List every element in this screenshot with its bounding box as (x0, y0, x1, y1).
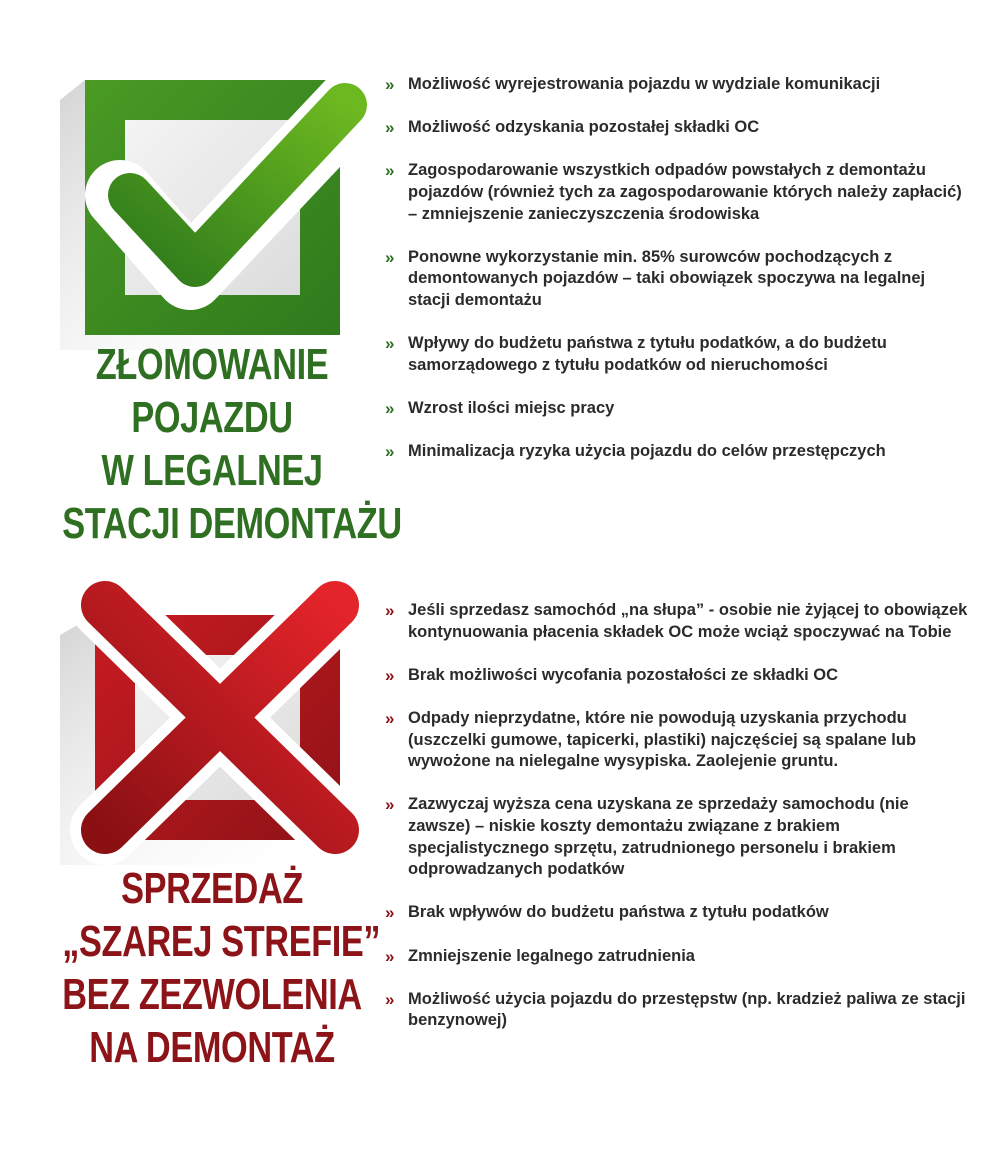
list-item (385, 74, 970, 96)
heading-line: NA DEMONTAŻ (89, 1023, 335, 1072)
list-item (385, 117, 970, 139)
list-item (385, 708, 970, 773)
list-item-text: Ponowne wykorzystanie min. 85% surowców pochodzących z demontowanych pojazdów – taki obowiązek spoczywa na legalnej stacji demontażu (408, 247, 926, 309)
bullet-icon: » (385, 903, 395, 923)
list-item (385, 247, 970, 312)
x-in-box-icon (60, 575, 380, 865)
list-item-text: Brak możliwości wycofania pozostałości ze składki OC (408, 665, 839, 684)
heading-line: „SZAREJ STREFIE” (62, 917, 381, 966)
bullet-icon: » (385, 334, 395, 354)
list-item-text: Brak wpływów do budżetu państwa z tytułu podatków (408, 903, 829, 922)
heading-line: ZŁOMOWANIE (95, 340, 329, 389)
list-item-text: Możliwość odzyskania pozostałej składki OC (408, 118, 760, 137)
list-item-text: Minimalizacja ryzyka użycia pojazdu do celów przestępczych (408, 442, 886, 461)
list-item-text: Wpływy do budżetu państwa z tytułu podatków, a do budżetu samorządowego z tytułu podatków od nieruchomości (408, 334, 887, 374)
bad-drawbacks-list (385, 600, 970, 1053)
list-item-text: Możliwość użycia pojazdu do przestępstw (np. kradzież paliwa ze stacji benzynowej) (408, 989, 966, 1030)
heading-line: STACJI DEMONTAŻU (62, 499, 402, 548)
list-item-text: Jeśli sprzedasz samochód „na słupa” - osobie nie żyjącej to obowiązek kontynuowania płacenia składek OC może wciąż spoczywać na Tobie (408, 601, 968, 641)
list-item-text: Zagospodarowanie wszystkich odpadów powstałych z demontażu pojazdów (również tych za zagospodarowanie których należy zapłacić) – zmniejszenie zanieczyszczenia środowiska (408, 161, 962, 223)
list-item (385, 989, 970, 1032)
list-item (385, 794, 970, 880)
heading-line: W LEGALNEJ (101, 446, 323, 495)
bullet-icon: » (385, 247, 395, 267)
bullet-icon: » (385, 795, 395, 815)
checkmark-in-box-icon (60, 60, 380, 350)
list-item (385, 902, 970, 924)
bullet-icon: » (385, 946, 395, 966)
bullet-icon: » (385, 118, 395, 138)
list-item-text: Wzrost ilości miejsc pracy (408, 398, 615, 417)
good-benefits-list (385, 74, 970, 484)
list-item (385, 333, 970, 376)
list-item (385, 441, 970, 463)
list-item (385, 398, 970, 420)
bullet-icon: » (385, 398, 395, 418)
heading-line: POJAZDU (131, 393, 293, 442)
good-section-heading (62, 338, 402, 550)
bullet-icon: » (385, 75, 395, 94)
list-item (385, 600, 970, 643)
bullet-icon: » (385, 601, 395, 620)
bullet-icon: » (385, 989, 395, 1009)
bullet-icon: » (385, 708, 395, 728)
bullet-icon: » (385, 161, 395, 181)
bad-section-heading (62, 862, 381, 1074)
heading-line: SPRZEDAŻ (121, 864, 303, 913)
list-item (385, 160, 970, 225)
list-item-text: Zazwyczaj wyższa cena uzyskana ze sprzedaży samochodu (nie zawsze) – niskie koszty demontażu związane z brakiem specjalistycznego sprzętu, zatrudnionego personelu i brakiem odprowadzanych podatków (408, 795, 909, 879)
list-item (385, 665, 970, 687)
bullet-icon: » (385, 442, 395, 462)
list-item (385, 946, 970, 968)
bullet-icon: » (385, 665, 395, 685)
heading-line: BEZ ZEZWOLENIA (62, 970, 362, 1019)
list-item-text: Zmniejszenie legalnego zatrudnienia (408, 946, 695, 965)
list-item-text: Odpady nieprzydatne, które nie powodują uzyskania przychodu (uszczelki gumowe, tapicerki, plastiki) najczęściej są spalane lub wywożone na nielegalne wysypiska. Zaolejenie gruntu. (408, 708, 917, 771)
list-item-text: Możliwość wyrejestrowania pojazdu w wydziale komunikacji (408, 75, 881, 93)
